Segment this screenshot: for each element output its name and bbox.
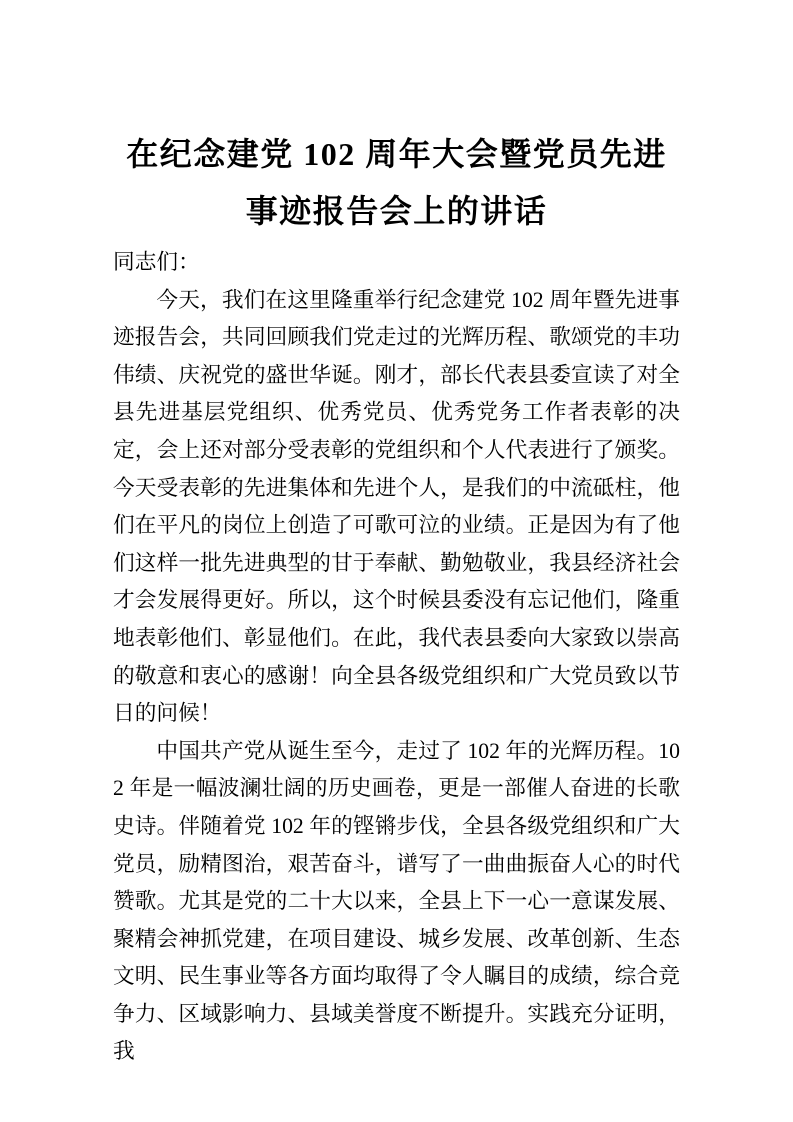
body-paragraph-1: 今天，我们在这里隆重举行纪念建党 102 周年暨先进事迹报告会，共同回顾我们党走过的光辉历程、歌颂党的丰功伟绩、庆祝党的盛世华诞。刚才，部长代表县委宣读了对全县先进基层党组织、优秀党员、优秀党务工作者表彰的决定，会上还对部分受表彰的党组织和个人代表进行了颁奖。今天受表彰的先进集体和先进个人，是我们的中流砥柱，他们在平凡的岗位上创造了可歌可泣的业绩。正是因为有了他们这样一批先进典型的甘于奉献、勤勉敬业，我县经济社会才会发展得更好。所以，这个时候县委没有忘记他们，隆重地表彰他们、彰显他们。在此，我代表县委向大家致以崇高的敬意和衷心的感谢！向全县各级党组织和广大党员致以节日的问候！: [113, 287, 680, 726]
salutation-line: 同志们：: [113, 250, 200, 274]
body-paragraph-2: 中国共产党从诞生至今，走过了 102 年的光辉历程。102 年是一幅波澜壮阔的历史画卷，更是一部催人奋进的长歌史诗。伴随着党 102 年的铿锵步伐，全县各级党组织和广大党员，励精图治，艰苦奋斗，谱写了一曲曲振奋人心的时代赞歌。尤其是党的二十大以来，全县上下一心一意谋发展、聚精会神抓党建，在项目建设、城乡发展、改革创新、生态文明、民生事业等各方面均取得了令人瞩目的成绩，综合竞争力、区域影响力、县域美誉度不断提升。实践充分证明，我: [113, 738, 680, 1064]
document-title: 在纪念建党 102 周年大会暨党员先进事迹报告会上的讲话: [126, 136, 667, 229]
